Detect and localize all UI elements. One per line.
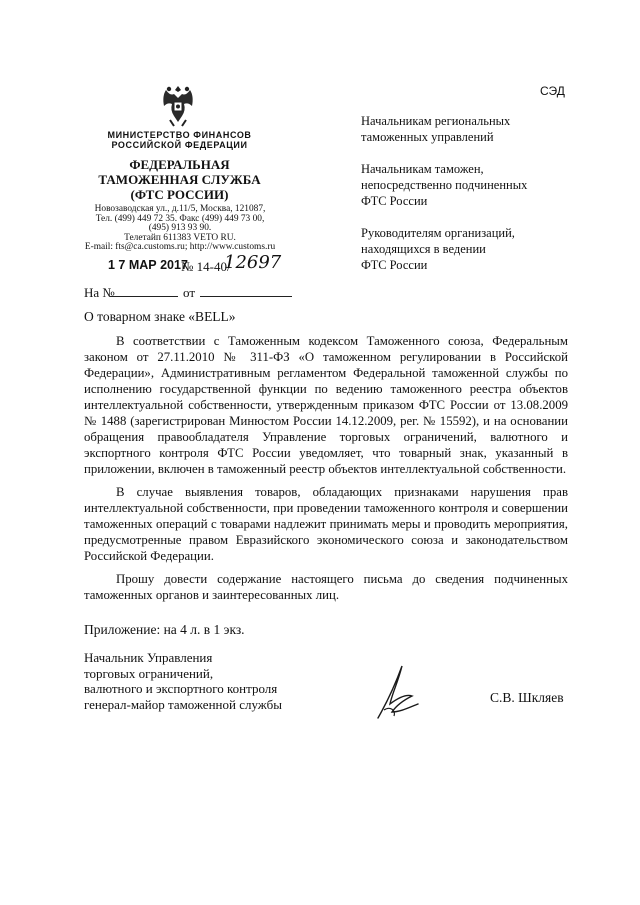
recipient-block — [361, 225, 591, 273]
recipient-line: непосредственно подчиненных — [361, 178, 528, 192]
address-line: Новозаводская ул., д.11/5, Москва, 121087, — [94, 204, 266, 214]
position-line: торговых ограничений, — [84, 665, 214, 681]
handwritten-signature — [372, 660, 424, 722]
service-line: ФЕДЕРАЛЬНАЯ — [129, 157, 230, 172]
recipient-line: ФТС России — [361, 194, 428, 208]
address-line: Тел. (499) 449 72 35. Факс (499) 449 73 00, — [95, 213, 265, 224]
address-line: E-mail: fts@ca.customs.ru; http://www.customs.ru — [84, 242, 276, 253]
document-number-handwritten: 12697 — [224, 252, 282, 273]
service-line: (ФТС РОССИИ) — [130, 187, 229, 202]
signatory-position — [84, 650, 282, 712]
recipient-line: Руководителям организаций, — [361, 226, 515, 240]
position-line: Начальник Управления — [84, 650, 213, 665]
recipient-line: ФТС России — [361, 258, 428, 272]
recipient-line: Начальникам региональных — [361, 114, 511, 128]
service-line: ТАМОЖЕННАЯ СЛУЖБА — [98, 172, 261, 187]
signatory-name: С.В. Шкляев — [490, 690, 564, 705]
letter-subject: О товарном знаке «BELL» — [84, 309, 236, 324]
ministry-line: РОССИЙСКОЙ ФЕДЕРАЦИИ — [111, 140, 248, 150]
reference-date-blank — [200, 296, 292, 297]
body-paragraph: В соответствии с Таможенным кодексом Таможенного союза, Федеральным законом от 27.11.2010 № 311-ФЗ «О таможенном регулировании в Российской Федерации», Административным регламентом Федеральной таможенной службы по исполнению государственной функции по ведению таможенного реестра объектов интеллектуальной собственности, утвержденным приказом ФТС России от 13.08.2009 № 1488 (зарегистрирован Минюстом России 14.12.2009, рег. № 15592), и на основании обращения правообладателя Управление торговых ограничений, валютного и экспортного контроля ФТС России уведомляет, что товарный знак, указанный в приложении, включен в таможенный реестр объектов интеллектуальной собственности. — [84, 334, 568, 476]
reference-date-label: от — [183, 285, 196, 300]
ministry-line: МИНИСТЕРСТВО ФИНАНСОВ — [107, 130, 252, 140]
coat-of-arms-emblem — [158, 82, 198, 130]
recipient-line: таможенных управлений — [361, 130, 494, 144]
recipient-block — [361, 161, 591, 209]
address-line: Телетайп 611383 VETO RU. — [124, 232, 236, 243]
body-paragraph: Прошу довести содержание настоящего письма до сведения подчиненных таможенных органов и заинтересованных лиц. — [84, 572, 568, 602]
attachment-note: Приложение: на 4 л. в 1 экз. — [84, 622, 245, 637]
sed-marker: СЭД — [540, 84, 565, 98]
recipient-block — [361, 113, 591, 145]
letter-body — [84, 333, 568, 610]
body-paragraph: В случае выявления товаров, обладающих признаками нарушения прав интеллектуальной собственности, при проведении таможенного контроля и совершении таможенных операций с товарами надлежит принимать меры и проводить мероприятия, предусмотренные правом Евразийского экономического союза и законодательством Российской Федерации. — [84, 485, 568, 563]
recipient-line: Начальникам таможен, — [361, 162, 484, 176]
reference-number-blank — [110, 296, 178, 297]
sender-address — [84, 205, 276, 253]
position-line: валютного и экспортного контроля — [84, 681, 278, 696]
document-date-stamp: 1 7 МАР 2017 — [108, 258, 188, 272]
reference-number-label: На № — [84, 285, 115, 300]
position-line: генерал-майор таможенной службы — [84, 696, 282, 712]
ministry-name — [92, 130, 267, 150]
document-number-label: № 14-40/ — [181, 259, 231, 274]
service-name — [92, 157, 267, 202]
address-line: (495) 913 93 90. — [148, 223, 212, 234]
recipient-line: находящихся в ведении — [361, 242, 486, 256]
